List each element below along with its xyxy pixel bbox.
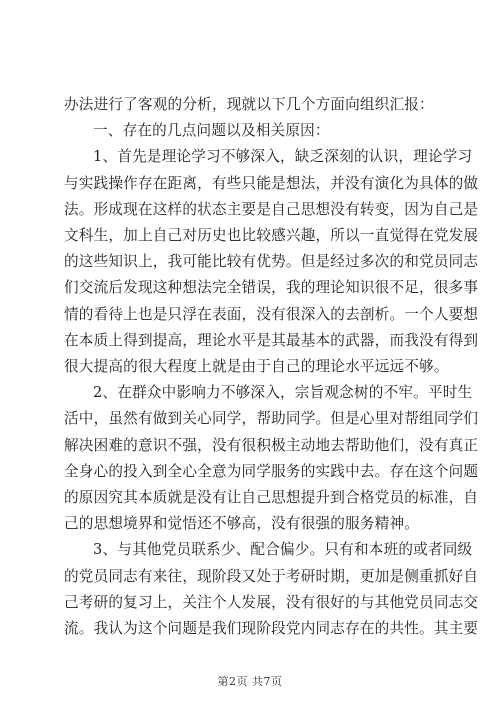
text-line: 己考研的复习上，关注个人发展，没有很好的与其他党员同志交 bbox=[64, 593, 479, 611]
document-body bbox=[64, 92, 479, 642]
text-line: 1、首先是理论学习不够深入，缺乏深刻的认识，理论学习 bbox=[93, 148, 473, 166]
text-line: 一、存在的几点问题以及相关原因： bbox=[93, 122, 330, 140]
page-footer: 第2页 共7页 bbox=[217, 675, 283, 688]
section-heading bbox=[64, 118, 436, 144]
text-line: 活中，虽然有做到关心同学，帮助同学。但是心里对帮组同学们 bbox=[64, 410, 479, 428]
text-line: 3、与其他党员联系少、配合偏少。只有和本班的或者同级 bbox=[93, 541, 473, 559]
text-line: 文科生，加上自己对历史也比较感兴趣，所以一直觉得在党发展 bbox=[64, 227, 479, 245]
text-line: 的党员同志有来往，现阶段又处于考研时期，更加是侧重抓好自 bbox=[64, 567, 479, 585]
text-line: 们交流后发现这种想法完全错误，我的理论知识很不足，很多事 bbox=[64, 279, 479, 297]
text-line: 全身心的投入到全心全意为同学服务的实践中去。存在这个问题 bbox=[64, 462, 479, 480]
text-line: 2、在群众中影响力不够深入，宗旨观念树的不牢。平时生 bbox=[93, 384, 473, 402]
text-line: 与实践操作存在距离，有些只能是想法，并没有演化为具体的做 bbox=[64, 174, 479, 192]
issue-1-paragraph bbox=[64, 144, 479, 380]
text-line: 法。形成现在这样的状态主要是自己思想没有转变，因为自己是 bbox=[64, 200, 479, 218]
text-line: 己的思想境界和觉悟还不够高，没有很强的服务精神。 bbox=[64, 515, 420, 533]
text-line: 的这些知识上，我可能比较有优势。但是经过多次的和党员同志 bbox=[64, 253, 479, 271]
intro-paragraph bbox=[64, 92, 436, 118]
text-line: 办法进行了客观的分析，现就以下几个方面向组织汇报： bbox=[64, 96, 434, 113]
text-line: 很大提高的很大程度上就是由于自己的理论水平远远不够。 bbox=[64, 358, 449, 376]
text-line: 在本质上得到提高，理论水平是其最基本的武器，而我没有得到 bbox=[64, 331, 479, 349]
issue-2-paragraph bbox=[64, 380, 479, 537]
text-line: 流。我认为这个问题是我们现阶段党内同志存在的共性。其主要 bbox=[64, 620, 479, 638]
issue-3-paragraph bbox=[64, 537, 479, 642]
text-line: 情的看待上也是只浮在表面，没有很深入的去剖析。一个人要想 bbox=[64, 305, 479, 323]
text-line: 的原因究其本质就是没有让自己思想提升到合格党员的标准，自 bbox=[64, 489, 479, 507]
text-line: 解决困难的意识不强，没有很积极主动地去帮助他们，没有真正 bbox=[64, 436, 479, 454]
